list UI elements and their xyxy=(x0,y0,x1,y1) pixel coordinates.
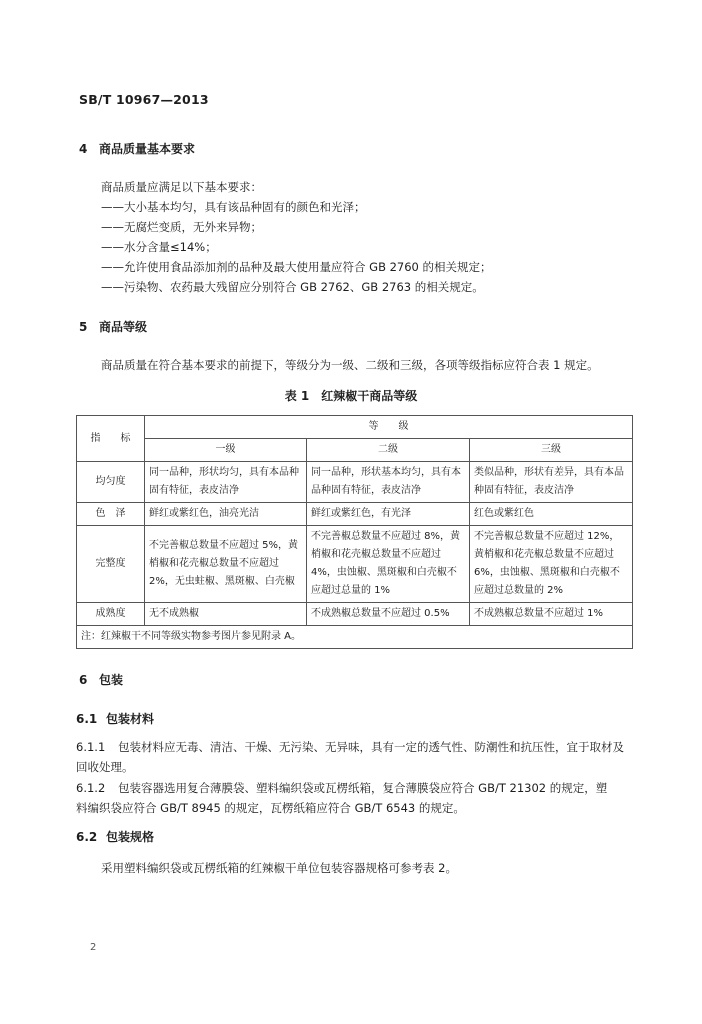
section-number: 6.2 xyxy=(76,830,98,844)
grade-1-header: 一级 xyxy=(145,439,307,462)
section-title: 商品质量基本要求 xyxy=(99,142,196,156)
row-label: 色 泽 xyxy=(77,503,145,526)
table-cell: 类似品种，形状有差异，具有本品种固有特征，表皮洁净 xyxy=(470,462,633,503)
requirement-item: ——水分含量≤14%； xyxy=(101,240,217,254)
section-6-2-paragraph: 采用塑料编织袋或瓦楞纸箱的红辣椒干单位包装容器规格可参考表 2。 xyxy=(101,861,457,875)
section-title: 包装规格 xyxy=(106,830,155,844)
clause-text: 包装容器选用复合薄膜袋、塑料编织袋或瓦楞纸箱，复合薄膜袋应符合 GB/T 21302 的规定，塑 xyxy=(118,781,608,795)
clause-text: 包装材料应无毒、清洁、干燥、无污染、无异味，具有一定的透气性、防潮性和抗压性，宜于取材及 xyxy=(118,740,624,754)
grade-table xyxy=(76,415,633,649)
table-cell: 无不成熟椒 xyxy=(145,603,307,626)
section-title: 包装材料 xyxy=(106,712,155,726)
clause-6-1-2-line2: 料编织袋应符合 GB/T 8945 的规定，瓦楞纸箱应符合 GB/T 6543 的规定。 xyxy=(76,801,465,815)
row-label: 完整度 xyxy=(77,526,145,603)
section-number: 6.1 xyxy=(76,712,98,726)
clause-number: 6.1.1 xyxy=(76,740,106,754)
requirement-item: ——污染物、农药最大残留应分别符合 GB 2762、GB 2763 的相关规定。 xyxy=(101,280,484,294)
section-number: 4 xyxy=(79,142,88,156)
table-cell: 鲜红或紫红色，油亮光洁 xyxy=(145,503,307,526)
grade-header: 等 级 xyxy=(145,416,633,439)
indicator-header: 指 标 xyxy=(77,416,145,462)
row-label: 均匀度 xyxy=(77,462,145,503)
grade-3-header: 三级 xyxy=(470,439,633,462)
table-cell: 同一品种，形状均匀，具有本品种固有特征，表皮洁净 xyxy=(145,462,307,503)
table-subheader-row xyxy=(77,439,633,462)
section-number: 6 xyxy=(79,673,88,687)
requirement-item: ——允许使用食品添加剂的品种及最大使用量应符合 GB 2760 的相关规定； xyxy=(101,260,492,274)
clause-6-1-1-line1 xyxy=(76,739,624,755)
table-row xyxy=(77,526,633,603)
clause-6-1-2-line1 xyxy=(76,780,607,796)
table-cell: 不完善椒总数量不应超过 8%，黄梢椒和花壳椒总数量不应超过 4%，虫蚀椒、黑斑椒和白壳椒不应超过总量的 1% xyxy=(307,526,470,603)
clause-6-1-1-line2: 回收处理。 xyxy=(76,760,134,774)
clause-number: 6.1.2 xyxy=(76,781,106,795)
table-cell: 红色或紫红色 xyxy=(470,503,633,526)
section-6-1-heading xyxy=(76,710,154,727)
table-note-row xyxy=(77,626,633,649)
section-number: 5 xyxy=(79,320,88,334)
requirement-item: ——无腐烂变质，无外来异物； xyxy=(101,220,262,234)
section-6-2-heading xyxy=(76,828,154,845)
section-4-heading xyxy=(79,140,195,157)
table-cell: 不成熟椒总数量不应超过 1% xyxy=(470,603,633,626)
section-6-heading xyxy=(79,671,123,688)
section-title: 包装 xyxy=(99,673,124,687)
section-title: 商品等级 xyxy=(99,320,148,334)
table-row xyxy=(77,462,633,503)
standard-number: SB/T 10967—2013 xyxy=(79,92,209,107)
section-5-heading xyxy=(79,318,147,335)
table-row xyxy=(77,503,633,526)
grade-2-header: 二级 xyxy=(307,439,470,462)
table-cell: 不成熟椒总数量不应超过 0.5% xyxy=(307,603,470,626)
table-cell: 不完善椒总数量不应超过 12%，黄梢椒和花壳椒总数量不应超过 6%，虫蚀椒、黑斑椒和白壳椒不应超过总数量的 2% xyxy=(470,526,633,603)
table-header-row xyxy=(77,416,633,439)
section-4-intro: 商品质量应满足以下基本要求： xyxy=(101,180,262,194)
row-label: 成熟度 xyxy=(77,603,145,626)
table-row xyxy=(77,603,633,626)
table-1-caption: 表 1 红辣椒干商品等级 xyxy=(284,389,418,403)
table-cell: 鲜红或紫红色，有光泽 xyxy=(307,503,470,526)
section-5-paragraph: 商品质量在符合基本要求的前提下，等级分为一级、二级和三级，各项等级指标应符合表 1 规定。 xyxy=(101,358,599,372)
page-number: 2 xyxy=(90,942,97,953)
table-note: 注：红辣椒干不同等级实物参考图片参见附录 A。 xyxy=(77,626,633,649)
table-cell: 同一品种，形状基本均匀，具有本品种固有特征，表皮洁净 xyxy=(307,462,470,503)
requirement-item: ——大小基本均匀，具有该品种固有的颜色和光泽； xyxy=(101,200,366,214)
table-cell: 不完善椒总数量不应超过 5%，黄梢椒和花壳椒总数量不应超过 2%，无虫蛀椒、黑斑椒、白壳椒 xyxy=(145,526,307,603)
